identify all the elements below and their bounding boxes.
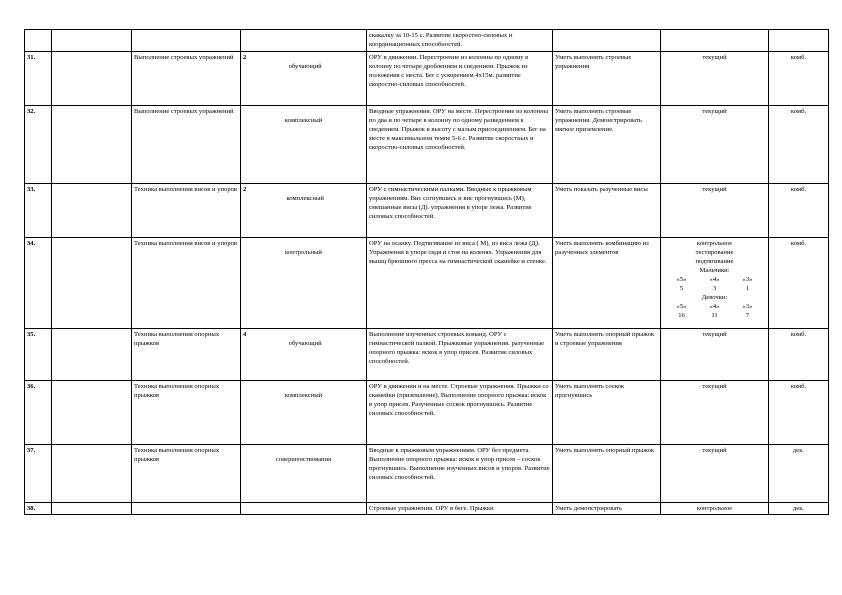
row-hours: 2: [243, 54, 247, 61]
row-lesson-type: [241, 52, 367, 106]
row-hours: 2: [243, 186, 247, 193]
row-lesson-type: [241, 184, 367, 238]
table-row: [25, 381, 829, 445]
table-row: [25, 329, 829, 381]
row-control-test: [661, 238, 769, 329]
table-row: [25, 30, 829, 52]
row-lesson-type-text: контрольный: [285, 249, 322, 256]
row-topic: [132, 503, 241, 515]
row-number: 35.: [25, 329, 52, 381]
row-requirements: Уметь выполнять опорный прыжок и строевые упражнения: [553, 329, 661, 381]
row-control: [661, 30, 769, 52]
row-topic: [132, 52, 241, 106]
grade-label: «4»: [709, 303, 720, 310]
row-requirements: Уметь демонстрировать: [553, 503, 661, 515]
row-lesson-type-text: комплексный: [284, 392, 323, 399]
row-lesson-type: [241, 238, 367, 329]
table-row: [25, 445, 829, 503]
row-date: комб.: [769, 381, 829, 445]
empty-cell: [52, 445, 132, 503]
row-lesson-type-text: совершенствования: [275, 456, 332, 463]
row-requirements: Уметь выполнять строевые упражнения: [553, 52, 661, 106]
row-lesson-type-text: обучающий: [288, 63, 322, 70]
row-lesson-type-text: комплексный: [286, 195, 324, 202]
girls-grades: [665, 302, 764, 311]
table-row: [25, 106, 829, 184]
girls-label: Девочки:: [701, 294, 728, 301]
row-date: дек.: [769, 445, 829, 503]
girls-values: [665, 311, 764, 320]
row-topic: Техника выполнения висов и упоров: [132, 238, 241, 329]
row-requirements: Уметь выполнять соскок прогнувшись: [553, 381, 661, 445]
empty-cell: [52, 381, 132, 445]
grade-value: 3: [712, 285, 717, 292]
row-date: комб.: [769, 52, 829, 106]
row-topic: Техника выполнения опорных прыжков: [132, 381, 241, 445]
row-content: скакалку за 10-15 с. Развитие скоростно-силовых и координационных способностей.: [367, 30, 553, 52]
row-content: Строевые упражнения. ОРУ в беге. Прыжки: [367, 503, 553, 515]
table-row: [25, 503, 829, 515]
row-number: 36.: [25, 381, 52, 445]
empty-cell: [52, 503, 132, 515]
empty-cell: [52, 30, 132, 52]
grade-label: «3»: [742, 303, 753, 310]
row-requirements: Уметь показать разученные висы: [553, 184, 661, 238]
row-lesson-type: [241, 30, 367, 52]
empty-cell: [52, 52, 132, 106]
row-control: текущий: [661, 329, 769, 381]
row-content: Вводные упражнения. ОРУ на месте. Перестроение из колонны по два и по четыре в колонну по одному разведением к сведением. Прыжок в высоту с малым присоединением. Бег на месте в максимальном темпе 5-6 с. Развитие скоростных и скоростно-силовых способностей.: [367, 106, 553, 184]
boys-grades: [665, 275, 764, 284]
row-number: 33.: [25, 184, 52, 238]
grade-label: «3»: [742, 276, 753, 283]
row-control: контрольное: [661, 503, 769, 515]
row-topic: [132, 30, 241, 52]
row-requirements: Уметь выполнять комбинацию из разученных элементов: [553, 238, 661, 329]
row-date: комб.: [769, 329, 829, 381]
row-date: комб.: [769, 238, 829, 329]
empty-cell: [52, 238, 132, 329]
row-control: текущий: [661, 52, 769, 106]
row-lesson-type-text: комплексный: [284, 117, 323, 124]
grade-value: 7: [745, 312, 750, 319]
row-date: комб.: [769, 184, 829, 238]
grade-value: 1: [745, 285, 750, 292]
row-topic: Выполнение строевых упражнений: [132, 106, 241, 184]
control-line: подтягивание: [695, 258, 734, 265]
grade-value: 5: [679, 285, 684, 292]
row-number: 37.: [25, 445, 52, 503]
empty-cell: [52, 184, 132, 238]
row-control: текущий: [661, 381, 769, 445]
empty-cell: [52, 106, 132, 184]
row-control: текущий: [661, 184, 769, 238]
row-number: 34.: [25, 238, 52, 329]
control-line: Мальчики:: [699, 267, 730, 274]
row-lesson-type-text: обучающий: [288, 340, 322, 347]
row-lesson-type: [241, 381, 367, 445]
row-hours: 4: [243, 331, 247, 338]
row-content: ОРУ с гимнастическими палками. Вводные к прыжковым упражнениям. Вис согнувшись и вис прогнувшись (М), смешанные висы (Д). упражнения в упоре лежа. Развитие силовых способностей.: [367, 184, 553, 238]
table-row: [25, 52, 829, 106]
row-number: 32.: [25, 106, 52, 184]
row-control: текущий: [661, 106, 769, 184]
table-row: [25, 238, 829, 329]
row-number: 31.: [25, 52, 52, 106]
row-content: ОРУ в движении и на месте. Строевые упражнения. Прыжки со скамейки (приземление). Выполнение опорного прыжка: вскок в упор присев. Разученные соскок прогнувшись. Развитие силовых способностей.: [367, 381, 553, 445]
boys-values: [665, 284, 764, 293]
row-topic: Техника выполнения опорных прыжков: [132, 329, 241, 381]
grade-label: «5»: [676, 303, 687, 310]
row-date: дек.: [769, 503, 829, 515]
row-lesson-type: [241, 329, 367, 381]
row-date: [769, 30, 829, 52]
row-requirements: Уметь выполнять опорный прыжок: [553, 445, 661, 503]
row-lesson-type: [241, 503, 367, 515]
empty-cell: [52, 329, 132, 381]
table-row: [25, 184, 829, 238]
control-line: контрольное: [696, 240, 733, 247]
grade-label: «4»: [709, 276, 720, 283]
grade-value: 11: [711, 312, 718, 319]
grade-label: «5»: [676, 276, 687, 283]
row-number: 38.: [25, 503, 52, 515]
row-content: Выполнение изученных строевых команд. ОРУ с гимнастической палкой. Прыжковые упражнения. разученные опорного прыжка: вскок в упор присев. Развитие силовых способностей.: [367, 329, 553, 381]
row-control: текущий: [661, 445, 769, 503]
row-topic-text: Выполнение строевых упражнений: [134, 54, 234, 61]
row-lesson-type: [241, 106, 367, 184]
grade-value: 16: [678, 312, 685, 319]
row-lesson-type: [241, 445, 367, 503]
row-topic: Техника выполнения висов и упоров: [132, 184, 241, 238]
row-content: ОРУ на осанку. Подтягивание из виса ( М), из виса лежа (Д). Упражнения в упоре сидя и стоя на коленях. Упражнения для мышц брюшного пресса на гимнастической скамейке и стенке.: [367, 238, 553, 329]
row-number: [25, 30, 52, 52]
row-topic: Техника выполнения опорных прыжков: [132, 445, 241, 503]
lesson-plan-table: [24, 29, 829, 515]
row-requirements: [553, 30, 661, 52]
control-line: тестирование: [695, 249, 734, 256]
row-content: Вводные к прыжковым упражнениям. ОРУ без предмета. Выполнение опорного прыжка: вскок в упор присев – соскок прогнувшись. Выполнение изученных висов и упоров. Развитие силовых способностей.: [367, 445, 553, 503]
row-date: комб.: [769, 106, 829, 184]
row-content: ОРУ в движении. Перестроение из колонны по одному в колонну по четыре дроблением и сведением. Прыжок из положения с места. Бег с ускорением 4х15м. развитие скоростно-силовых способностей.: [367, 52, 553, 106]
row-requirements: Уметь выполнять строевые упражнения. Демонстрировать мягкое приземление.: [553, 106, 661, 184]
